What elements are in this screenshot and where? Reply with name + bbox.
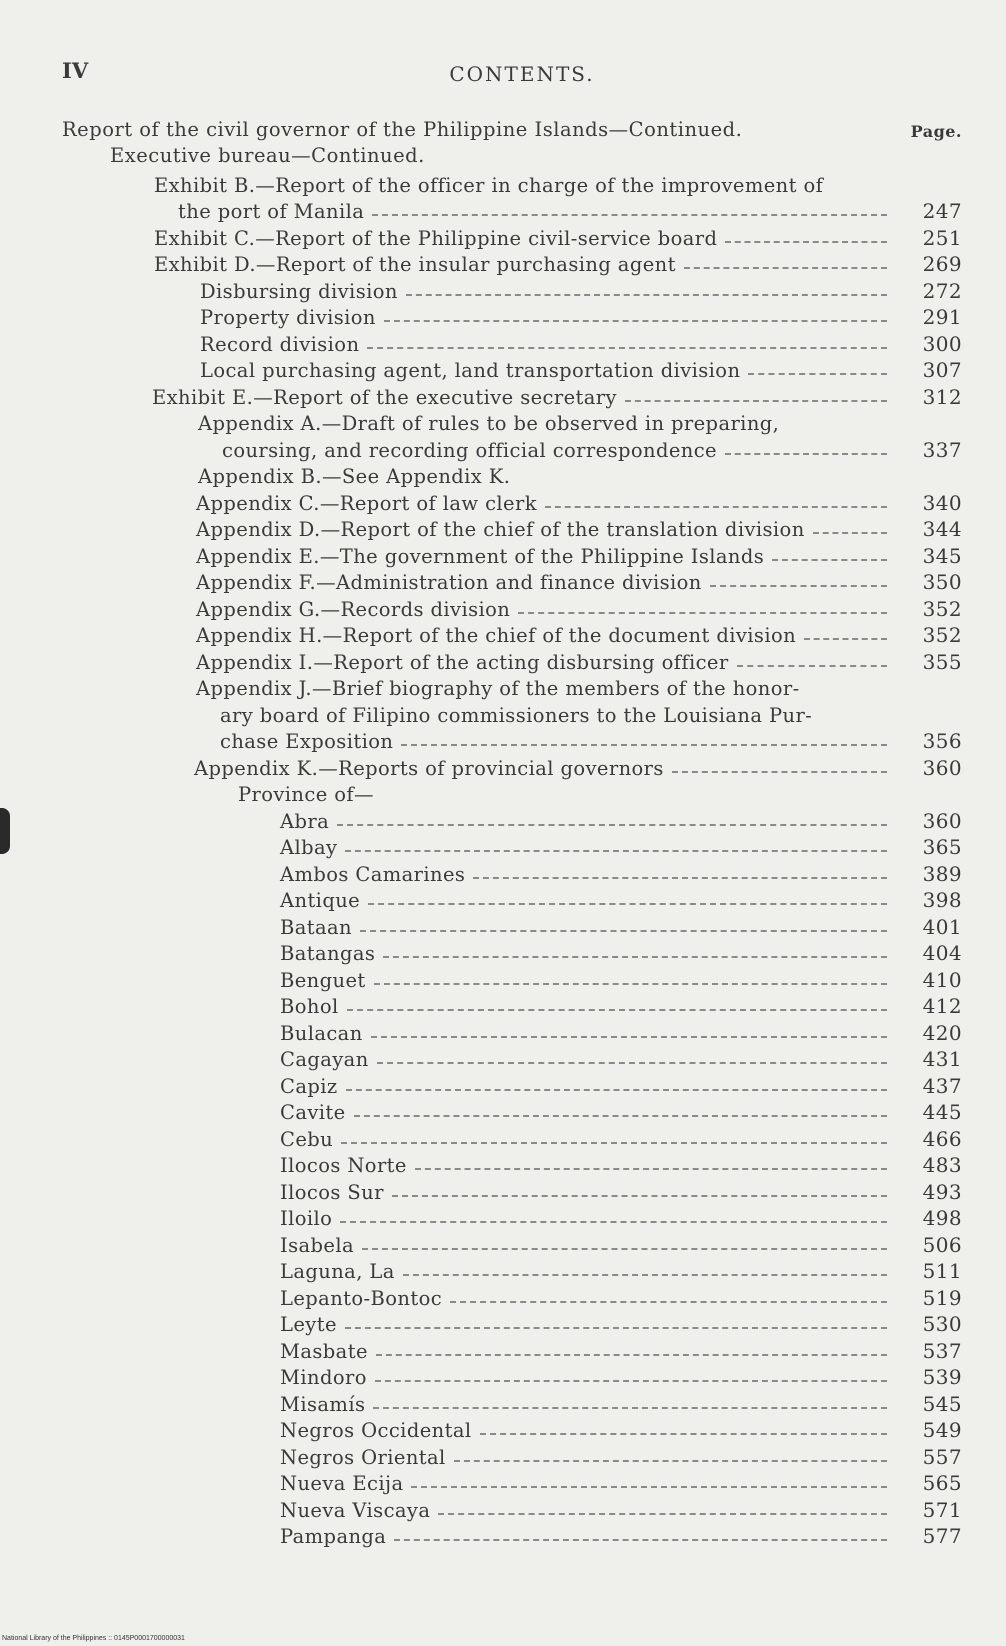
dot-leader (347, 1009, 887, 1011)
toc-entry (280, 1230, 962, 1257)
dot-leader (804, 638, 887, 640)
toc-page-number: 412 (922, 994, 962, 1018)
toc-page-number: 389 (922, 861, 962, 886)
section-intro (62, 118, 962, 170)
toc-entry-line (280, 833, 895, 860)
toc-entry (196, 541, 962, 568)
toc-page-number: 498 (922, 1206, 962, 1230)
toc-page-number: 291 (922, 305, 962, 329)
dot-leader (383, 956, 887, 958)
dot-leader (403, 1274, 887, 1276)
toc-entry (196, 674, 962, 754)
toc-entry (280, 1124, 962, 1151)
toc-entry-line (280, 1389, 895, 1416)
dot-leader (725, 241, 887, 243)
toc-page-number: 506 (922, 1232, 962, 1257)
toc-entry (238, 780, 895, 807)
toc-entry (194, 753, 962, 780)
toc-entry-title: Misamís (280, 1392, 366, 1416)
toc-entry (280, 1018, 962, 1045)
toc-page-number: 300 (922, 331, 962, 356)
toc-page-number: 571 (922, 1497, 962, 1522)
toc-entry (280, 1442, 962, 1469)
toc-page-number: 352 (922, 623, 962, 647)
toc-entry-line (196, 700, 895, 727)
toc-page-number: 355 (922, 649, 962, 674)
toc-entry-title-continued: chase Exposition (220, 730, 394, 753)
toc-page-number: 493 (922, 1179, 962, 1204)
toc-entry (196, 621, 962, 648)
toc-entry (280, 1389, 962, 1416)
toc-entry (200, 329, 962, 356)
dot-leader (346, 1089, 887, 1091)
toc-entry-title: Appendix H.—Report of the chief of the document division (196, 624, 797, 647)
dot-leader (394, 1539, 887, 1541)
dot-leader (376, 1354, 887, 1356)
dot-leader (710, 585, 887, 587)
toc-entry (280, 1257, 962, 1284)
toc-page-number: 312 (922, 384, 962, 409)
dot-leader (345, 1327, 887, 1329)
toc-entry-line (280, 1124, 895, 1151)
dot-leader (411, 1486, 887, 1488)
toc-page-number: 466 (922, 1126, 962, 1151)
toc-page-number: 401 (922, 914, 962, 939)
dot-leader (518, 612, 887, 614)
toc-page-number: 530 (922, 1312, 962, 1336)
toc-entry (280, 1151, 962, 1178)
toc-entry (154, 223, 962, 250)
toc-entry-title: Appendix I.—Report of the acting disbursing officer (196, 650, 729, 674)
toc-entry-title: Ilocos Sur (280, 1180, 384, 1204)
toc-entry (280, 912, 962, 939)
toc-entry (280, 1522, 962, 1549)
toc-entry-title: Ilocos Norte (280, 1154, 407, 1177)
toc-entry (196, 488, 962, 515)
toc-entry (280, 833, 962, 860)
toc-page-number: 337 (922, 437, 962, 462)
toc-entry (198, 462, 895, 489)
toc-entry-title: Appendix D.—Report of the chief of the translation division (196, 518, 805, 541)
toc-entry-title: Appendix K.—Reports of provincial governors (194, 756, 664, 780)
toc-entry (280, 1310, 962, 1337)
toc-entry (280, 1469, 962, 1496)
toc-entry-title: Mindoro (280, 1366, 367, 1389)
page-title: CONTENTS. (449, 62, 595, 86)
toc-entry-line (152, 382, 895, 409)
toc-page-number: 404 (922, 941, 962, 965)
toc-entry-line (196, 515, 895, 542)
toc-entry (198, 409, 962, 462)
page-number: IV (62, 58, 89, 83)
toc-entry (200, 303, 962, 330)
toc-entry (280, 1283, 962, 1310)
toc-entry-line (280, 992, 895, 1019)
toc-entry-line (280, 1495, 895, 1522)
toc-entry (154, 250, 962, 277)
dot-leader (450, 1301, 887, 1303)
toc-entry-line (280, 1522, 895, 1549)
toc-entry-title: Leyte (280, 1313, 337, 1336)
toc-entry-line (280, 1336, 895, 1363)
toc-entry (280, 1177, 962, 1204)
toc-entry (280, 1495, 962, 1522)
dot-leader (345, 850, 887, 852)
toc-entry (196, 647, 962, 674)
toc-entry-title: Bulacan (280, 1021, 363, 1045)
toc-page-number: 483 (922, 1153, 962, 1177)
dot-leader (684, 267, 887, 269)
toc-entry-line (280, 1363, 895, 1390)
dot-leader (401, 744, 887, 746)
toc-entry-line (196, 727, 895, 754)
dot-leader (337, 824, 887, 826)
toc-entry-title: Pampanga (280, 1525, 387, 1548)
toc-page-number: 398 (922, 888, 962, 912)
toc-entry-title: Nueva Ecija (280, 1472, 404, 1495)
toc-entry-title: Masbate (280, 1339, 368, 1363)
dot-leader (392, 1195, 887, 1197)
toc-entry (280, 1416, 962, 1443)
toc-entry-line (196, 594, 895, 621)
intro-subheading: Executive bureau—Continued. (110, 144, 425, 167)
toc-entry (200, 356, 962, 383)
toc-page-number: 269 (922, 252, 962, 276)
toc-entry-title: Property division (200, 306, 376, 329)
dot-leader (354, 1115, 887, 1117)
toc-entry-title-continued: ary board of Filipino commissioners to the Louisiana Pur- (220, 703, 813, 727)
toc-entry (200, 276, 962, 303)
toc-page-number: 557 (922, 1444, 962, 1469)
toc-entry-title-continued: coursing, and recording official correspondence (222, 438, 717, 462)
toc-entry (280, 1098, 962, 1125)
toc-entry-line (280, 1310, 895, 1337)
dot-leader (406, 294, 887, 296)
toc-entry-line (200, 356, 895, 383)
toc-entry-title: Appendix G.—Records division (196, 597, 511, 621)
toc-entry-title: Appendix E.—The government of the Philippine Islands (196, 544, 765, 568)
toc-page-number: 545 (922, 1391, 962, 1416)
toc-entry-title: Local purchasing agent, land transportation division (200, 359, 741, 382)
toc-page-number: 247 (922, 199, 962, 223)
dot-leader (737, 665, 887, 667)
dot-leader (384, 320, 887, 322)
contents-list (0, 170, 1006, 1548)
toc-entry-title-continued: the port of Manila (178, 200, 365, 223)
toc-entry-line (198, 409, 895, 436)
dot-leader (360, 930, 887, 932)
dot-leader (368, 903, 887, 905)
toc-entry-line (154, 250, 895, 277)
toc-entry-line (196, 621, 895, 648)
toc-page-number: 365 (922, 835, 962, 859)
dot-leader (438, 1513, 887, 1515)
dot-leader (340, 1221, 887, 1223)
toc-entry (280, 806, 962, 833)
toc-page-number: 519 (922, 1285, 962, 1310)
dot-leader (372, 214, 887, 216)
toc-entry (196, 568, 962, 595)
dot-leader (377, 1062, 887, 1064)
toc-entry (280, 1071, 962, 1098)
toc-entry (280, 965, 962, 992)
dot-leader (375, 1380, 887, 1382)
toc-entry-line (280, 1469, 895, 1496)
toc-entry-line (238, 780, 895, 807)
dot-leader (374, 983, 887, 985)
toc-entry-title: Province of— (238, 783, 374, 806)
toc-entry-line (280, 1416, 895, 1443)
dot-leader (362, 1248, 887, 1250)
toc-entry-title: Lepanto-Bontoc (280, 1286, 443, 1310)
toc-entry-title: Iloilo (280, 1207, 333, 1230)
toc-entry-title: Laguna, La (280, 1260, 395, 1283)
running-head (62, 58, 982, 88)
toc-entry-line (280, 1204, 895, 1231)
toc-page-number: 420 (922, 1020, 962, 1045)
toc-page-number: 565 (922, 1471, 962, 1495)
toc-entry-line (200, 276, 895, 303)
toc-entry-title: Capiz (280, 1074, 338, 1098)
dot-leader (415, 1168, 887, 1170)
toc-entry-line (280, 939, 895, 966)
toc-page-number: 577 (922, 1524, 962, 1548)
toc-page-number: 445 (922, 1100, 962, 1124)
toc-entry-line (154, 223, 895, 250)
toc-entry-title: Appendix F.—Administration and finance division (196, 571, 702, 594)
toc-entry-line (280, 965, 895, 992)
toc-page-number: 410 (922, 967, 962, 992)
toc-entry-line (280, 1257, 895, 1284)
toc-entry (280, 1204, 962, 1231)
toc-entry-title: Cagayan (280, 1048, 369, 1071)
scan-footer: National Library of the Philippines :: 0145P0001700000031 (2, 1635, 185, 1642)
toc-page-number: 350 (922, 570, 962, 594)
toc-entry-line (280, 1071, 895, 1098)
toc-page-number: 511 (922, 1259, 962, 1283)
toc-entry-line (280, 1283, 895, 1310)
toc-entry-title: Exhibit E.—Report of the executive secretary (152, 385, 617, 409)
toc-entry-line (198, 462, 895, 489)
dot-leader (454, 1460, 887, 1462)
toc-entry-title: Disbursing division (200, 279, 398, 303)
toc-entry-line (194, 753, 895, 780)
toc-entry-title: Nueva Viscaya (280, 1498, 431, 1522)
dot-leader (813, 532, 887, 534)
toc-entry-title: Appendix J.—Brief biography of the members of the honor- (196, 677, 800, 700)
toc-entry-title: Appendix B.—See Appendix K. (198, 465, 511, 488)
toc-entry-line (196, 541, 895, 568)
dot-leader (473, 877, 887, 879)
toc-page-number: 537 (922, 1338, 962, 1363)
dot-leader (672, 771, 887, 773)
toc-entry (280, 1363, 962, 1390)
toc-entry-title: Abra (280, 809, 330, 833)
dot-leader (545, 506, 887, 508)
toc-entry-line (200, 303, 895, 330)
toc-entry-title: Antique (280, 889, 361, 912)
toc-entry-title: Negros Occidental (280, 1419, 472, 1442)
toc-entry-title: Benguet (280, 968, 366, 992)
dot-leader (371, 1036, 887, 1038)
toc-entry (280, 939, 962, 966)
toc-entry-title: Cebu (280, 1127, 334, 1151)
toc-entry-title: Cavite (280, 1101, 346, 1124)
toc-entry (196, 594, 962, 621)
toc-entry-title: Appendix C.—Report of law clerk (196, 491, 537, 515)
toc-entry-line (280, 1045, 895, 1072)
toc-entry-line (154, 170, 895, 197)
toc-entry (280, 1336, 962, 1363)
dot-leader (480, 1433, 888, 1435)
toc-entry-line (196, 647, 895, 674)
toc-entry-line (196, 674, 895, 701)
toc-entry-line (280, 806, 895, 833)
toc-page-number: 345 (922, 543, 962, 568)
toc-page-number: 307 (922, 358, 962, 382)
toc-entry-line (280, 912, 895, 939)
intro-heading: Report of the civil governor of the Philippine Islands—Continued. (62, 118, 743, 141)
toc-entry-title: Negros Oriental (280, 1445, 446, 1469)
toc-page-number: 431 (922, 1047, 962, 1071)
toc-entry-title: Ambos Camarines (280, 862, 466, 886)
toc-entry-title: Exhibit C.—Report of the Philippine civil-service board (154, 226, 718, 250)
toc-entry-line (280, 1230, 895, 1257)
dot-leader (772, 559, 887, 561)
toc-entry-title: Albay (280, 836, 338, 859)
toc-entry-line (280, 1151, 895, 1178)
toc-entry-line (196, 568, 895, 595)
dot-leader (373, 1407, 887, 1409)
toc-entry-line (280, 1177, 895, 1204)
toc-entry-line (280, 1442, 895, 1469)
toc-entry (280, 1045, 962, 1072)
dot-leader (367, 347, 887, 349)
toc-entry-line (198, 435, 895, 462)
intro-line-1 (62, 118, 962, 144)
toc-page-number: 272 (922, 278, 962, 303)
toc-entry-line (280, 886, 895, 913)
toc-entry-line (196, 488, 895, 515)
toc-entry-line (154, 197, 895, 224)
toc-entry-title: Bohol (280, 995, 339, 1018)
toc-entry-title: Exhibit D.—Report of the insular purchasing agent (154, 253, 676, 276)
toc-entry-title: Record division (200, 332, 360, 356)
dot-leader (725, 453, 887, 455)
toc-page-number: 539 (922, 1365, 962, 1389)
toc-entry-title: Exhibit B.—Report of the officer in charge of the improvement of (154, 173, 824, 197)
page-column-label: Page. (910, 122, 962, 141)
toc-entry (152, 382, 962, 409)
toc-page-number: 437 (922, 1073, 962, 1098)
toc-entry-title: Isabela (280, 1233, 355, 1257)
toc-entry (280, 859, 962, 886)
toc-entry-line (200, 329, 895, 356)
toc-entry-title: Appendix A.—Draft of rules to be observed in preparing, (198, 412, 780, 435)
toc-page-number: 251 (922, 225, 962, 250)
toc-entry (196, 515, 962, 542)
toc-entry (280, 992, 962, 1019)
toc-entry (280, 886, 962, 913)
toc-entry-title: Bataan (280, 915, 353, 939)
toc-entry-line (280, 1018, 895, 1045)
toc-page-number: 340 (922, 490, 962, 515)
toc-page-number: 360 (922, 755, 962, 780)
toc-page-number: 356 (922, 729, 962, 753)
toc-page-number: 360 (922, 808, 962, 833)
dot-leader (341, 1142, 887, 1144)
dot-leader (748, 373, 887, 375)
toc-entry-line (280, 1098, 895, 1125)
dot-leader (625, 400, 887, 402)
toc-page-number: 549 (922, 1418, 962, 1442)
toc-page-number: 352 (922, 596, 962, 621)
toc-entry (154, 170, 962, 223)
toc-entry-title: Batangas (280, 942, 376, 965)
toc-page-number: 344 (922, 517, 962, 541)
toc-entry-line (280, 859, 895, 886)
